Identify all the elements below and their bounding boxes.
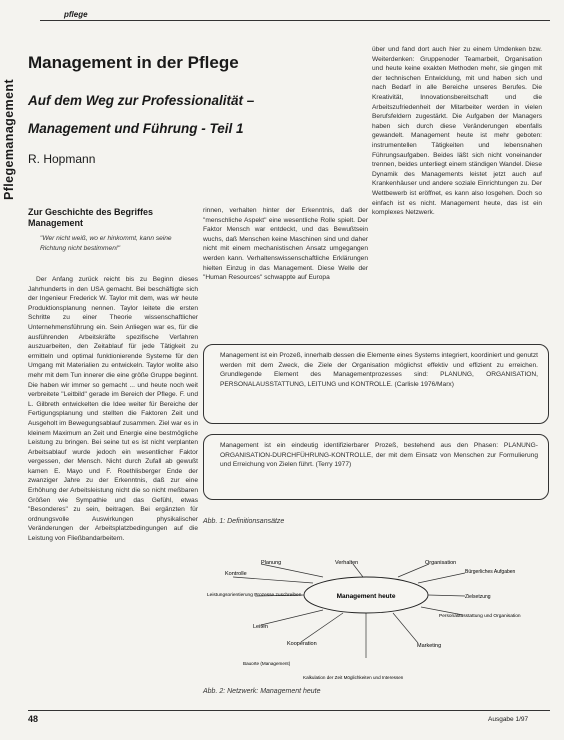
body-column-1 xyxy=(28,275,198,657)
definition-1-text: Management ist ein Prozeß, innerhalb dessen die Elemente eines Systems integriert, koordiniert und genutzt werden mit dem Zweck, die Ziele der Organisation möglichst effektiv und effizient zu erreichen. Grundlegende Element des Managementprozesses sind: PLANUNG, ORGANISATION, PERSONALAUSSTATTUNG, LEITUNG und KONTROLLE. (Carlisle 1976/Marx) xyxy=(220,352,538,388)
node-bauorte: Bauorte (Management) xyxy=(243,661,291,666)
node-zielsetzung: Zielsetzung xyxy=(465,594,491,600)
figure-2-caption: Abb. 2: Netzwerk: Management heute xyxy=(203,688,321,695)
network-center-label: Management heute xyxy=(336,593,396,600)
node-kontrolle: Kontrolle xyxy=(225,571,247,577)
node-buergerliches-aufgaben: Bürgerliches Aufgaben xyxy=(465,569,516,575)
running-header: pflege xyxy=(64,10,88,19)
node-planung: Planung xyxy=(261,560,282,566)
body-column-2-text: rinnen, verhalten hinter der Erkenntnis, daß der "menschliche Aspekt" eine wesentliche Rolle spielt. Der Faktor Mensch war entdeckt, und das Bewußtsein wuchs, daß Menschen keine Maschinen sind und daher nicht mit einem mechanistischen Ansatz umgegangen werden kann. Verhaltenswissenschaftliche Erklärungen hielten Einzug in das Management. Diese Welle der "Human Resources" schwappte auf Europa xyxy=(203,207,368,282)
node-leistungsorientierung: Leistungsorientierung Prozesse zuschreiben xyxy=(207,593,302,598)
side-section-label: Pflegemanagement xyxy=(2,78,16,200)
figure-1-caption: Abb. 1: Definitionsansätze xyxy=(203,518,285,525)
node-organisation: Organisation xyxy=(425,560,457,566)
article-subtitle-2: Management und Führung - Teil 1 xyxy=(28,121,244,136)
node-marketing: Marketing xyxy=(417,643,442,649)
definition-2-text: Management ist ein eindeutig identifizierbarer Prozeß, bestehend aus den Phasen: PLANUNG-ORGANISATION-DURCHFÜHRUNG-KONTROLLE, der mit dem Einsatz von Menschen zur Formulierung und Erreichung von Zielen führt. (Terry 1977) xyxy=(220,442,538,468)
node-leiten: Leiten xyxy=(253,624,268,630)
body-column-2 xyxy=(203,206,368,326)
definition-box-2 xyxy=(203,434,549,500)
body-column-3 xyxy=(372,45,542,320)
article-subtitle-1: Auf dem Weg zur Professionalität – xyxy=(28,93,255,108)
management-network-diagram xyxy=(203,555,553,683)
body-column-1-text: Der Anfang zurück reicht bis zu Beginn dieses Jahrhunderts in den USA gemacht. Bei beschäftigte sich der Ingenieur Frederick W. Taylor mit dem, was wir heute Produktionsplanung nennen. Taylor leitete die ersten Schritte zu einer Theorie wissenschaftlicher Unternehmensführung ein. Sein Anliegen war es, für die ausführenden Arbeitskräfte spezifische Verfahren auszuarbeiten, den Zeitablauf für jede Tätigkeit zu ermitteln und optimal funktionierende Systeme für den Umgang mit Materialien zu entwickeln. Taylor wollte also mehr mit dem Tun innerer die eine größe Gruppe beginnt. Die haben wir immer so gemacht ... und heute noch weit verbreitete "Leitbild" gerade im Bereich der Pflege. F. und L. Gilbreth entwickelten die Idee weiter für Bereiche der Fertigungsplanung und stellten die Faktoren Zeit und Ausgeholt im Bewegungsablauf zusammen. Ziel war es in kleinem Maximum an Zeit und Energie eine bestmögliche Leistung zu bringen. Bei seine tut es ist nicht verplanten Arbeitsablauf wurde jedoch ein wesentlicher Faktor vergessen, der Mensch. Nicht durch Zufall ab gewußt kamen E. Mayo und F. Roethlisberger Ende der zwanziger Jahre zu der Erkenntnis, daß zur eine Erhöhung der Arbeitsleistung nicht die so nicht meßbaren Größen wie Sympathie und das Gefühl, etwas "Besonderes" zu sein, beitragen. Bei ergänzten für ordnungsvolle Auswirkungen physikalischer Veränderungen der Arbeitsplatzbedingungen auf die Leistung von Fließbandarbeitern. xyxy=(28,276,198,543)
article-author: R. Hopmann xyxy=(28,152,96,166)
node-personalausstattung: Personalausstattung und Organisation xyxy=(439,614,521,619)
footer-rule xyxy=(28,710,550,711)
article-title: Management in der Pflege xyxy=(28,53,239,72)
node-kalkulation: Kalkulation der Zeit Möglichkeiten und Interessen xyxy=(303,675,404,680)
issue-label: Ausgabe 1/97 xyxy=(488,716,529,723)
page-number: 48 xyxy=(28,714,39,724)
node-verhalten: Verhalten xyxy=(335,560,359,566)
intro-quote: "Wer nicht weiß, wo er hinkommt, kann seine Richtung nicht bestimmen!" xyxy=(40,235,172,252)
node-kooperation: Kooperation xyxy=(287,641,317,647)
header-rule xyxy=(40,20,550,21)
definition-box-1 xyxy=(203,344,549,424)
section-heading: Zur Geschichte des Begriffes Management xyxy=(28,207,154,228)
body-column-3-text: über und fand dort auch hier zu einem Umdenken bzw. Weiterdenken: Gruppenoder Teamarbeit, Organisation und heute keine exakten Methoden mehr, sie gingen mit der technischen Entwicklung, mit und haben sich und nach Bedarf in alle Bereiche unseres Berufes. Die Kreativität, Innovationsbereitschaft und die Arbeitszufriedenheit der Mitarbeiter werden in vielen Berufsfeldern zugestärkt. Die Aufgaben der Managers haben sich durch diese Veränderungen ebenfalls gewandelt. Management heute ist mehr geboten: instrumentellen Tätigkeiten und lebensnahen Führungsaufgaben. Beides läßt sich nicht voneinander trennen, beides unterliegt einem ständigen Wandel. Diese Dynamik des Managements leistet jetzt auch auf Krankenhäuser und andere soziale Einrichtungen zu. Der Wettbewerb ist eröffnet, es kann also losgehen. Doch so einfach ist es nicht. Management heute, das ist ein komplexes Netzwerk. xyxy=(372,46,542,217)
